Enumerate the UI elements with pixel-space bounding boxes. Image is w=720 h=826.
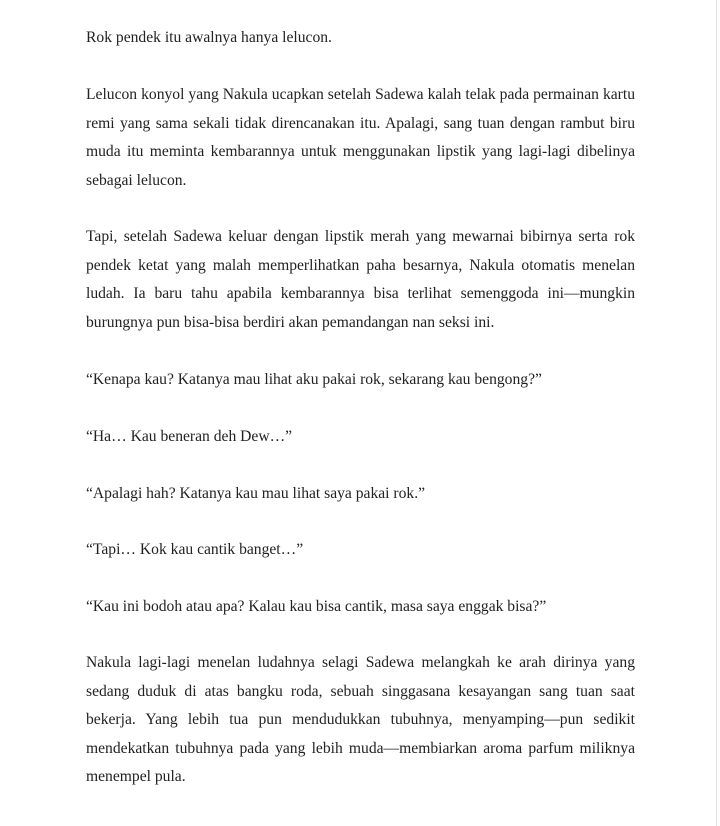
dialogue-line-4: “Tapi… Kok kau cantik banget…”	[86, 541, 304, 558]
paragraph-1: Rok pendek itu awalnya hanya lelucon.	[86, 29, 332, 46]
paragraph-3: Tapi, setelah Sadewa keluar dengan lipstik merah yang mewarnai bibirnya serta rok pendek ketat yang malah memperlihatkan paha besarnya, Nakula otomatis menelan ludah. Ia baru tahu apabila kembarannya bisa terlihat semenggoda ini—mungkin burungnya pun bisa-bisa berdiri akan pemandangan nan seksi ini.	[86, 228, 635, 331]
paragraph-4: Nakula lagi-lagi menelan ludahnya selagi Sadewa melangkah ke arah dirinya yang sedang duduk di atas bangku roda, sebuah singgasana kesayangan sang tuan saat bekerja. Yang lebih tua pun mendudukkan tubuhnya, menyamping—pun sedikit mendekatkan tubuhnya pada yang lebih muda—membiarkan aroma parfum miliknya menempel pula.	[86, 654, 635, 785]
paragraph-2: Lelucon konyol yang Nakula ucapkan setelah Sadewa kalah telak pada permainan kartu remi yang sama sekali tidak direncanakan itu. Apalagi, sang tuan dengan rambut biru muda itu meminta kembarannya untuk menggunakan lipstik yang lagi-lagi dibelinya sebagai lelucon.	[86, 86, 635, 189]
dialogue-line-1: “Kenapa kau? Katanya mau lihat aku pakai rok, sekarang kau bengong?”	[86, 371, 542, 388]
dialogue-line-5: “Kau ini bodoh atau apa? Kalau kau bisa cantik, masa saya enggak bisa?”	[86, 598, 547, 615]
dialogue-line-2: “Ha… Kau beneran deh Dew…”	[86, 428, 293, 445]
dialogue-line-3: “Apalagi hah? Katanya kau mau lihat saya pakai rok.”	[86, 485, 426, 502]
